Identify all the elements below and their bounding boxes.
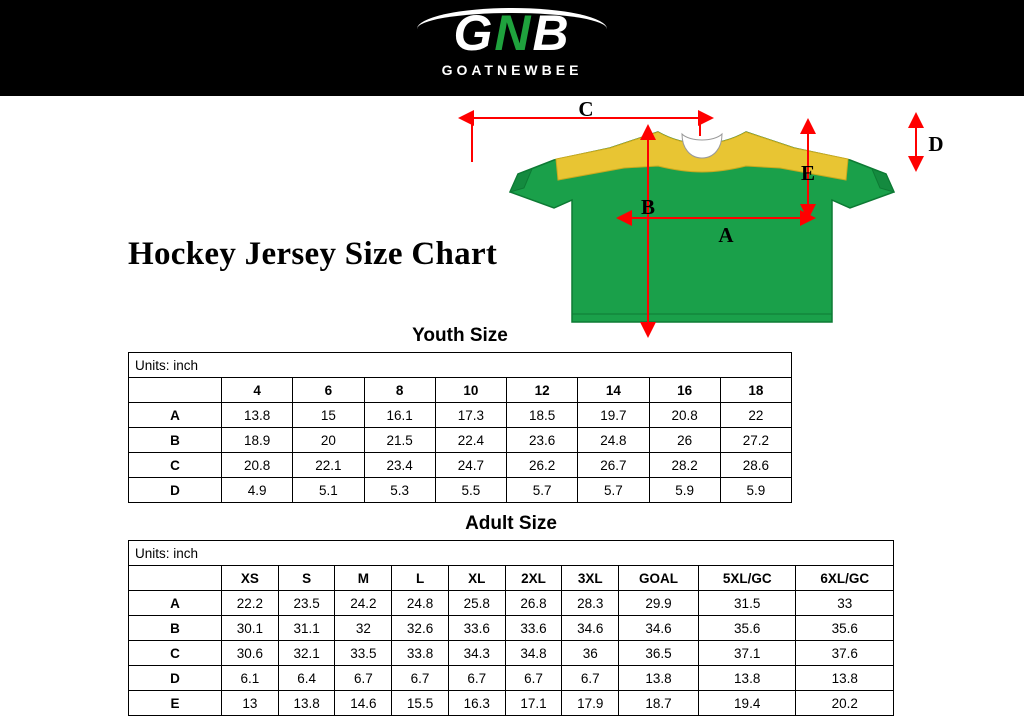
table-cell: 30.6 bbox=[222, 641, 279, 666]
table-cell: 24.7 bbox=[435, 453, 506, 478]
table-cell: 24.2 bbox=[335, 591, 392, 616]
table-cell: 23.6 bbox=[507, 428, 578, 453]
corner-cell bbox=[129, 566, 222, 591]
table-cell: 6.7 bbox=[448, 666, 505, 691]
table-cell: 32.6 bbox=[392, 616, 449, 641]
table-cell: 5.5 bbox=[435, 478, 506, 503]
table-cell: 13.8 bbox=[698, 666, 796, 691]
logo-letter-g: G bbox=[453, 5, 495, 61]
table-cell: 22 bbox=[720, 403, 791, 428]
units-row bbox=[129, 353, 792, 378]
page-title: Hockey Jersey Size Chart bbox=[128, 236, 498, 272]
logo-letter-n: N bbox=[494, 5, 533, 61]
diagram-label-c: C bbox=[578, 97, 594, 121]
table-cell: 33.6 bbox=[505, 616, 562, 641]
row-header: C bbox=[129, 641, 222, 666]
youth-size-heading: Youth Size bbox=[412, 325, 508, 346]
table-cell: 14.6 bbox=[335, 691, 392, 716]
table-cell: 29.9 bbox=[619, 591, 699, 616]
table-cell: 36 bbox=[562, 641, 619, 666]
youth-size-table bbox=[128, 352, 792, 503]
table-cell: 28.2 bbox=[649, 453, 720, 478]
table-cell: 13.8 bbox=[796, 666, 894, 691]
table-cell: 5.7 bbox=[507, 478, 578, 503]
row-header: E bbox=[129, 691, 222, 716]
table-cell: 6.7 bbox=[392, 666, 449, 691]
table-cell: 26.2 bbox=[507, 453, 578, 478]
column-header: S bbox=[278, 566, 335, 591]
jersey-diagram bbox=[450, 96, 1010, 356]
table-cell: 22.1 bbox=[293, 453, 364, 478]
table-row bbox=[129, 478, 792, 503]
table-cell: 5.3 bbox=[364, 478, 435, 503]
table-cell: 20.2 bbox=[796, 691, 894, 716]
table-cell: 19.4 bbox=[698, 691, 796, 716]
column-header: 6XL/GC bbox=[796, 566, 894, 591]
column-header: 2XL bbox=[505, 566, 562, 591]
diagram-label-b: B bbox=[640, 195, 656, 219]
table-row bbox=[129, 453, 792, 478]
column-header: 14 bbox=[578, 378, 649, 403]
table-cell: 33.5 bbox=[335, 641, 392, 666]
table-cell: 24.8 bbox=[392, 591, 449, 616]
table-cell: 17.9 bbox=[562, 691, 619, 716]
logo-mark bbox=[453, 6, 570, 60]
table-cell: 23.4 bbox=[364, 453, 435, 478]
column-header: 18 bbox=[720, 378, 791, 403]
column-header: 4 bbox=[222, 378, 293, 403]
table-cell: 27.2 bbox=[720, 428, 791, 453]
table-cell: 5.7 bbox=[578, 478, 649, 503]
units-label: Units: inch bbox=[129, 541, 894, 566]
table-cell: 5.1 bbox=[293, 478, 364, 503]
column-header: M bbox=[335, 566, 392, 591]
table-cell: 15 bbox=[293, 403, 364, 428]
table-cell: 26 bbox=[649, 428, 720, 453]
corner-cell bbox=[129, 378, 222, 403]
column-header: 6 bbox=[293, 378, 364, 403]
table-cell: 18.7 bbox=[619, 691, 699, 716]
table-cell: 30.1 bbox=[222, 616, 279, 641]
table-cell: 5.9 bbox=[720, 478, 791, 503]
header-bar bbox=[0, 0, 1024, 96]
column-header: GOAL bbox=[619, 566, 699, 591]
table-cell: 13 bbox=[222, 691, 279, 716]
column-header: L bbox=[392, 566, 449, 591]
table-cell: 24.8 bbox=[578, 428, 649, 453]
table-cell: 6.7 bbox=[562, 666, 619, 691]
table-cell: 6.4 bbox=[278, 666, 335, 691]
table-cell: 25.8 bbox=[448, 591, 505, 616]
table-cell: 31.5 bbox=[698, 591, 796, 616]
table-cell: 22.4 bbox=[435, 428, 506, 453]
table-cell: 37.6 bbox=[796, 641, 894, 666]
table-cell: 34.6 bbox=[619, 616, 699, 641]
table-row bbox=[129, 591, 894, 616]
column-header: 3XL bbox=[562, 566, 619, 591]
table-row bbox=[129, 616, 894, 641]
brand-name: GOATNEWBEE bbox=[441, 62, 583, 78]
table-header-row bbox=[129, 378, 792, 403]
table-row bbox=[129, 641, 894, 666]
table-cell: 36.5 bbox=[619, 641, 699, 666]
table-cell: 26.7 bbox=[578, 453, 649, 478]
jersey-illustration bbox=[510, 132, 894, 322]
diagram-label-e: E bbox=[800, 161, 816, 185]
table-cell: 26.8 bbox=[505, 591, 562, 616]
row-header: C bbox=[129, 453, 222, 478]
table-cell: 6.7 bbox=[335, 666, 392, 691]
table-cell: 20 bbox=[293, 428, 364, 453]
adult-size-table bbox=[128, 540, 894, 716]
table-cell: 22.2 bbox=[222, 591, 279, 616]
table-cell: 33.8 bbox=[392, 641, 449, 666]
row-header: D bbox=[129, 478, 222, 503]
column-header: 5XL/GC bbox=[698, 566, 796, 591]
column-header: 10 bbox=[435, 378, 506, 403]
table-cell: 13.8 bbox=[278, 691, 335, 716]
table-cell: 23.5 bbox=[278, 591, 335, 616]
table-row bbox=[129, 403, 792, 428]
row-header: A bbox=[129, 591, 222, 616]
table-cell: 17.1 bbox=[505, 691, 562, 716]
column-header: 16 bbox=[649, 378, 720, 403]
table-cell: 13.8 bbox=[222, 403, 293, 428]
row-header: A bbox=[129, 403, 222, 428]
table-cell: 21.5 bbox=[364, 428, 435, 453]
logo-letter-b: B bbox=[532, 5, 571, 61]
table-cell: 18.5 bbox=[507, 403, 578, 428]
brand-logo bbox=[392, 6, 632, 78]
table-cell: 16.1 bbox=[364, 403, 435, 428]
adult-size-heading: Adult Size bbox=[465, 513, 557, 534]
row-header: B bbox=[129, 616, 222, 641]
table-cell: 28.6 bbox=[720, 453, 791, 478]
table-cell: 34.3 bbox=[448, 641, 505, 666]
table-cell: 6.7 bbox=[505, 666, 562, 691]
table-row bbox=[129, 666, 894, 691]
units-label: Units: inch bbox=[129, 353, 792, 378]
table-cell: 34.8 bbox=[505, 641, 562, 666]
table-cell: 32 bbox=[335, 616, 392, 641]
youth-table-body bbox=[129, 353, 792, 503]
table-cell: 20.8 bbox=[222, 453, 293, 478]
table-cell: 34.6 bbox=[562, 616, 619, 641]
table-row bbox=[129, 428, 792, 453]
table-cell: 5.9 bbox=[649, 478, 720, 503]
table-cell: 13.8 bbox=[619, 666, 699, 691]
table-cell: 32.1 bbox=[278, 641, 335, 666]
units-row bbox=[129, 541, 894, 566]
table-cell: 16.3 bbox=[448, 691, 505, 716]
bottom-strip bbox=[0, 716, 1024, 725]
column-header: XS bbox=[222, 566, 279, 591]
table-cell: 4.9 bbox=[222, 478, 293, 503]
table-cell: 15.5 bbox=[392, 691, 449, 716]
table-header-row bbox=[129, 566, 894, 591]
table-cell: 33.6 bbox=[448, 616, 505, 641]
table-cell: 28.3 bbox=[562, 591, 619, 616]
table-row bbox=[129, 691, 894, 716]
table-cell: 37.1 bbox=[698, 641, 796, 666]
column-header: 12 bbox=[507, 378, 578, 403]
diagram-label-a: A bbox=[718, 223, 734, 247]
table-cell: 18.9 bbox=[222, 428, 293, 453]
diagram-label-d: D bbox=[928, 132, 944, 156]
column-header: 8 bbox=[364, 378, 435, 403]
row-header: D bbox=[129, 666, 222, 691]
column-header: XL bbox=[448, 566, 505, 591]
table-cell: 6.1 bbox=[222, 666, 279, 691]
table-cell: 17.3 bbox=[435, 403, 506, 428]
table-cell: 35.6 bbox=[796, 616, 894, 641]
table-cell: 19.7 bbox=[578, 403, 649, 428]
adult-table-body bbox=[129, 541, 894, 716]
table-cell: 20.8 bbox=[649, 403, 720, 428]
table-cell: 33 bbox=[796, 591, 894, 616]
row-header: B bbox=[129, 428, 222, 453]
table-cell: 31.1 bbox=[278, 616, 335, 641]
table-cell: 35.6 bbox=[698, 616, 796, 641]
